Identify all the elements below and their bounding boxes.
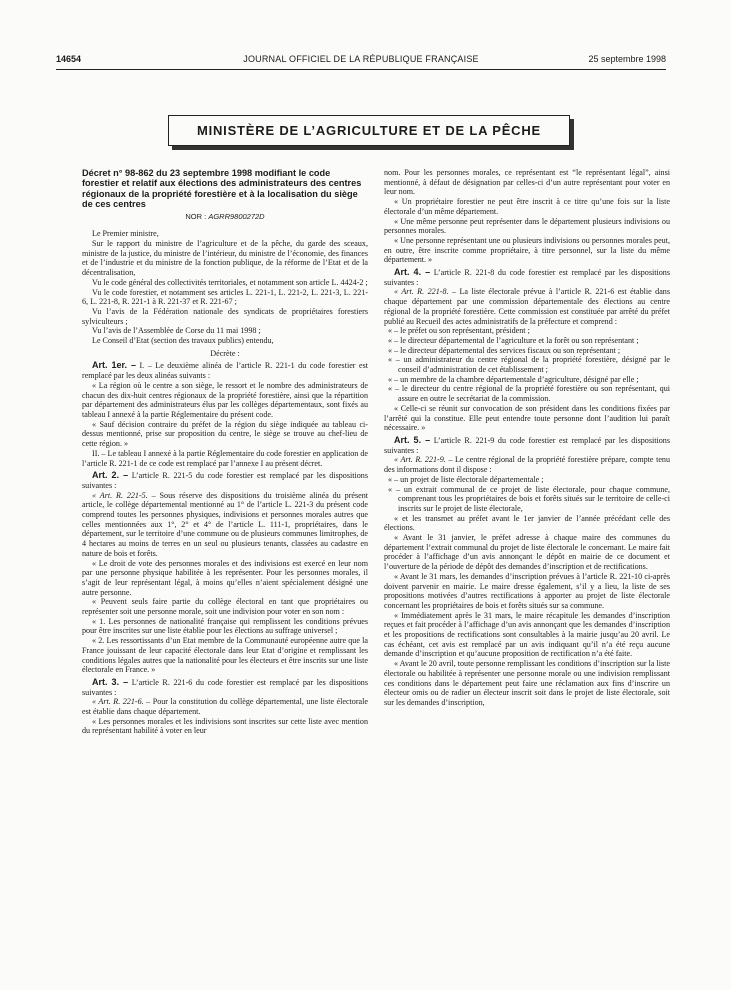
page-header xyxy=(56,54,666,68)
paragraph: « Immédiatement après le 31 mars, le maire récapitule les demandes d’inscription reçues et fait procéder à l’affichage d’un avis annonçant que les demandes d’inscription et les propositions de rectifications sont consultables à la mairie jusqu’au 20 avril. Le cas échéant, cet avis est remplacé par un avis indiquant qu’il n’a été reçu aucune demande d’inscription et qu’aucune proposition de rectification n’a été faite. xyxy=(384,610,670,659)
paragraph: « et les transmet au préfet avant le 1er janvier de l’année précédant celle des élections. xyxy=(384,513,670,533)
publication-date: 25 septembre 1998 xyxy=(588,54,666,64)
article-1 xyxy=(82,361,368,380)
decree-title: Décret n° 98-862 du 23 septembre 1998 modifiant le code forestier et relatif aux élections des administrateurs des centres régionaux de la propriété forestière et à la localisation du siège de ces centres xyxy=(82,168,362,210)
paragraph: « Une personne représentant une ou plusieurs indivisions ou personnes morales peut, en outre, être inscrite comme propriétaire, à titre personnel, sur la liste du même département. » xyxy=(384,235,670,265)
paragraph: « 2. Les ressortissants d’un Etat membre de la Communauté européenne autre que la France jouissant de leur capacité électorale dans leur Etat d’origine et remplissant les conditions légales autres que la nationalité pour les électeurs et être inscrits sur une liste électorale en France. » xyxy=(82,636,368,675)
left-column xyxy=(82,168,368,736)
article-ref: « Art. R. 221-8. – xyxy=(394,287,457,297)
paragraph-text: Le centre régional de la propriété forestière prépare, compte tenu des informations dont il dispose : xyxy=(384,455,671,475)
list-item: « – un projet de liste électorale départementale ; xyxy=(388,474,544,484)
paragraph: II. – Le tableau I annexé à la partie Réglementaire du code forestier en application de l’article R. 221-1 de ce code est remplacé par l’annexe I au présent décret. xyxy=(82,448,368,468)
list-item: « – le préfet ou son représentant, président ; xyxy=(388,326,530,336)
ministry-banner: MINISTÈRE DE L’AGRICULTURE ET DE LA PÊCHE xyxy=(168,115,570,146)
paragraph: « Avant le 20 avril, toute personne remplissant les conditions d’inscription sur la liste électorale ou habilitée à représenter une personne morale ou une indivision remplissant ces conditions dans le département peut faire une réclamation aux fins d’inscrire un électeur omis ou de radier un électeur inscrit soit dans le projet de liste électorale, soit sur les demandes d’inscription, xyxy=(384,659,670,707)
paragraph: « Peuvent seuls faire partie du collège électoral en tant que propriétaires ou représenter soit une personne morale, soit une indivision pour voter en son nom : xyxy=(82,597,368,617)
article-3 xyxy=(82,678,368,697)
article-text: L’article R. 221-9 du code forestier est remplacé par les dispositions suivantes : xyxy=(384,435,670,455)
article-heading: Art. 3. – xyxy=(92,676,129,687)
article-text: I. – Le deuxième alinéa de l’article R. 221-1 du code forestier est remplacé par les deux alinéas suivants : xyxy=(82,361,368,381)
preamble-line: Le Premier ministre, xyxy=(92,229,159,239)
paragraph: nom. Pour les personnes morales, ce représentant est “le représentant légal”, ainsi mentionné, à défaut de désignation par celles-ci d’un autre représentant pour voter en leur nom. xyxy=(384,168,670,197)
article-text: L’article R. 221-6 du code forestier est remplacé par les dispositions suivantes : xyxy=(82,677,368,697)
preamble-line: Vu l’avis de l’Assemblée de Corse du 11 mai 1998 ; xyxy=(92,326,261,336)
paragraph: « Avant le 31 janvier, le préfet adresse à chaque maire des communes du département l’extrait communal du projet de liste électorale le concernant. Le maire fait procéder à l’affichage d’un avis annonçant le dépôt en mairie de ce document et l’ouverture de la période de dépôt des demandes d’inscription et de rectifications. xyxy=(384,533,670,572)
paragraph: « Celle-ci se réunit sur convocation de son président dans les conditions fixées par l’arrêté qui la constitue. Elle peut entendre toute personne dont l’audition lui paraît nécessaire. » xyxy=(384,403,670,433)
paragraph: « Une même personne peut représenter dans le département plusieurs indivisions ou personnes morales. xyxy=(384,216,670,236)
paragraph xyxy=(384,287,670,326)
article-text: L’article R. 221-5 du code forestier est remplacé par les dispositions suivantes : xyxy=(82,471,368,490)
paragraph: « La région où le centre a son siège, le ressort et le nombre des administrateurs de chacun des dix-huit centres régionaux de la propriété forestière, ainsi que la répartition par département des administrateurs élus par les collèges départementaux, sont fixés au tableau I annexé à la partie Réglementaire du présent code. xyxy=(82,380,368,419)
article-4 xyxy=(384,268,670,287)
article-text: L’article R. 221-8 du code forestier est remplacé par les dispositions suivantes : xyxy=(384,268,670,287)
list-item: « – le directeur du centre régional de la propriété forestière ou son représentant, qui assure en outre le secrétariat de la commission. xyxy=(388,384,670,404)
article-2 xyxy=(82,471,368,490)
nor-code: AGRR9800272D xyxy=(208,211,265,221)
article-ref: « Art. R. 221-5. – xyxy=(92,490,156,500)
list-item: « – un administrateur du centre régional de la propriété forestière, désigné par le conseil d’administration de cet établissement ; xyxy=(388,355,670,375)
nor-label: NOR : xyxy=(185,211,207,221)
list-item: « – le directeur départemental des services fiscaux ou son représentant ; xyxy=(388,345,621,355)
preamble-line: Sur le rapport du ministre de l’agriculture et de la pêche, du garde des sceaux, ministre de la justice, du ministre de l’intérieur, du ministre de l’économie, des finances et de l’industrie et du ministre de la fonction publique, de la réforme de l’Etat et de la décentralisation, xyxy=(82,239,368,278)
paragraph: « Les personnes morales et les indivisions sont inscrites sur cette liste avec mention du représentant habilité à voter en leur xyxy=(82,716,368,736)
paragraph: « 1. Les personnes de nationalité française qui remplissent les conditions prévues pour être inscrites sur une liste établie pour les élections au suffrage universel ; xyxy=(82,616,368,636)
list-item: « – le directeur départemental de l’agriculture et la forêt ou son représentant ; xyxy=(388,335,639,345)
list-item: « – un extrait communal de ce projet de liste électorale, pour chaque commune, comprenant tous les propriétaires de bois et forêts situés sur le territoire de celle-ci inscrits sur le projet de liste électorale, xyxy=(388,484,670,513)
paragraph-text: Sous réserve des dispositions du troisième alinéa du présent article, le collège départemental mentionné au 1° de l’article L. 221-3 du présent code comprend toutes les personnes physiques, indivisions et personnes morales autres que celles mentionnées aux 1°, 2° et 4° de l’article L. 111-1, propriétaires, dans le département, sur le territoire d’une commune ou de plusieurs communes limitrophes, de 4 hectares au moins de terres en un seul ou plusieurs tenants, classées au cadastre en nature de bois et forêts. xyxy=(82,490,369,558)
preamble-line: Vu le code général des collectivités territoriales, et notamment son article L. 4424-2 ; xyxy=(92,277,368,287)
paragraph: « Sauf décision contraire du préfet de la région du siège indiquée au tableau ci-dessus mentionné, prise sur proposition du centre, le siège se trouve au chef-lieu de cette région. » xyxy=(82,419,368,449)
paragraph: « Avant le 31 mars, les demandes d’inscription prévues à l’article R. 221-10 ci-après doivent parvenir en mairie. Le maire dresse également, s’il y a lieu, la liste de ses propositions motivées d’autres rectifications à apporter au projet de liste électorale concernant les propriétaires de bois et forêts situés sur sa commune. xyxy=(384,571,670,610)
list-item: « – un membre de la chambre départementale d’agriculture, désigné par elle ; xyxy=(388,374,639,384)
paragraph xyxy=(384,455,670,474)
header-rule xyxy=(56,69,666,70)
nor-reference xyxy=(82,212,368,222)
article-5 xyxy=(384,436,670,455)
paragraph: « Un propriétaire forestier ne peut être inscrit à ce titre qu’une fois sur la liste électorale d’un même département. xyxy=(384,197,670,216)
article-heading: Art. 5. – xyxy=(394,434,431,445)
paragraph-text: Pour la constitution du collège départemental, une liste électorale est établie dans chaque département. xyxy=(82,697,368,717)
journal-title: JOURNAL OFFICIEL DE LA RÉPUBLIQUE FRANÇAISE xyxy=(243,54,479,64)
article-heading: Art. 4. – xyxy=(394,267,431,278)
preamble-line: Le Conseil d’Etat (section des travaux publics) entendu, xyxy=(92,336,274,346)
article-ref: « Art. R. 221-9. – xyxy=(394,455,453,465)
preamble-line: Vu le code forestier, et notamment ses articles L. 221-1, L. 221-2, L. 221-3, L. 221-6, L. 221-8, R. 221-1 à R. 221-37 et R. 221-67 ; xyxy=(82,287,368,307)
page-number: 14654 xyxy=(56,54,82,64)
paragraph: « Le droit de vote des personnes morales et des indivisions est exercé en leur nom par une personne physique habilitée à les représenter. Pour les personnes morales, il s’agit de leur représentant légal, à moins qu’elles n’aient spécialement désigné une autre personne. xyxy=(82,558,368,597)
right-column xyxy=(384,168,670,708)
decrete-heading: Décrète : xyxy=(210,348,240,358)
paragraph xyxy=(82,697,368,716)
article-heading: Art. 2. – xyxy=(92,470,129,481)
paragraph xyxy=(82,491,368,559)
preamble-line: Vu l’avis de la Fédération nationale des syndicats de propriétaires forestiers sylviculteurs ; xyxy=(82,306,368,326)
paragraph-text: La liste électorale prévue à l’article R. 221-6 est établie dans chaque département par une commission départementale des élections au centre régional de la propriété forestière. Cette commission est constituée par arrêté du préfet publié au Recueil des actes administratifs de la préfecture et comprend : xyxy=(384,287,671,326)
article-heading: Art. 1er. – xyxy=(92,360,136,371)
article-ref: « Art. R. 221-6. – xyxy=(92,697,151,707)
